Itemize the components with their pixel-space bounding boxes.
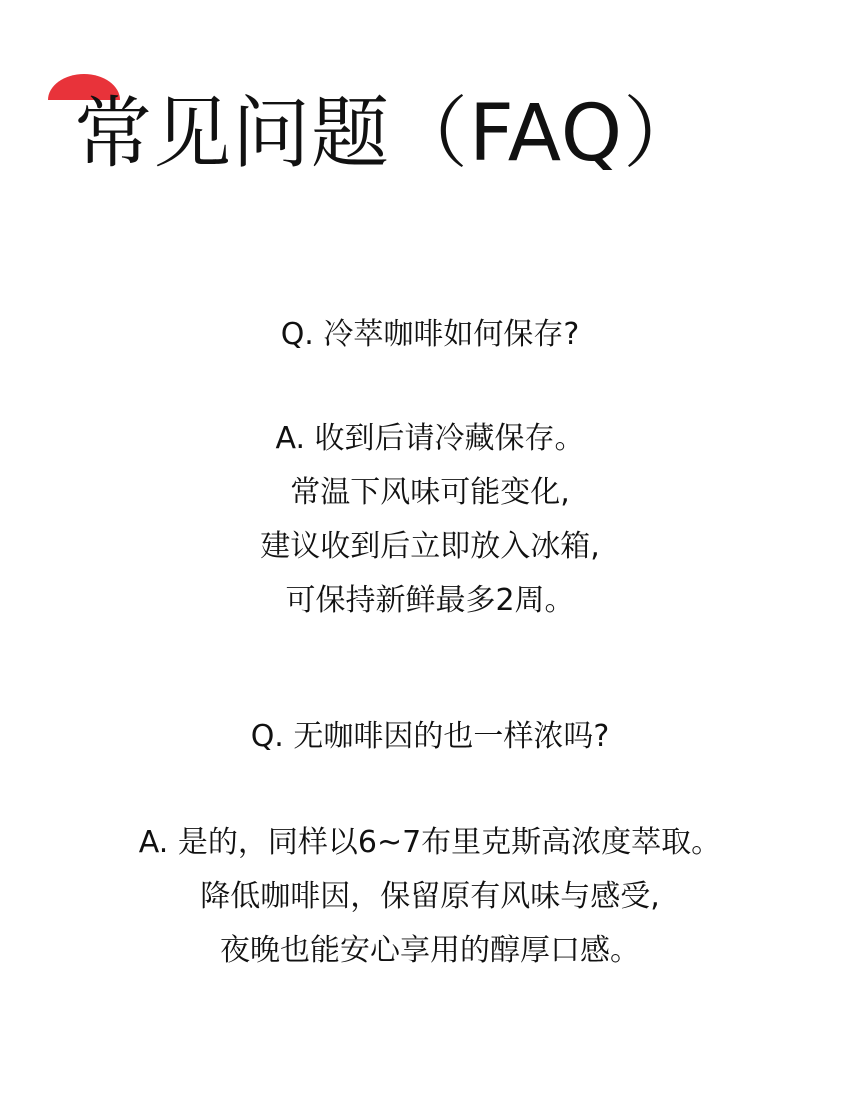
faq-answer-line: 建议收到后立即放入冰箱,: [260, 529, 600, 564]
page-title: 常见问题（FAQ）: [74, 89, 703, 179]
faq-answer-line: 常温下风味可能变化,: [290, 475, 570, 510]
faq-answer-line: 可保持新鲜最多2周。: [285, 583, 575, 618]
faq-question-text: Q. 无咖啡因的也一样浓吗?: [250, 719, 610, 754]
faq-answer-line: 降低咖啡因，保留原有风味与感受,: [200, 879, 660, 914]
faq-answer-line: 夜晚也能安心享用的醇厚口感。: [220, 933, 640, 968]
faq-answer-line: A. 收到后请冷藏保存。: [275, 421, 585, 456]
faq-answer-2: [0, 816, 860, 978]
faq-question-1: [0, 308, 860, 362]
faq-question-text: Q. 冷萃咖啡如何保存?: [280, 317, 580, 352]
faq-answer-line: A. 是的，同样以6~7布里克斯高浓度萃取。: [138, 825, 722, 860]
faq-question-2: [0, 710, 860, 764]
faq-answer-1: [0, 412, 860, 628]
